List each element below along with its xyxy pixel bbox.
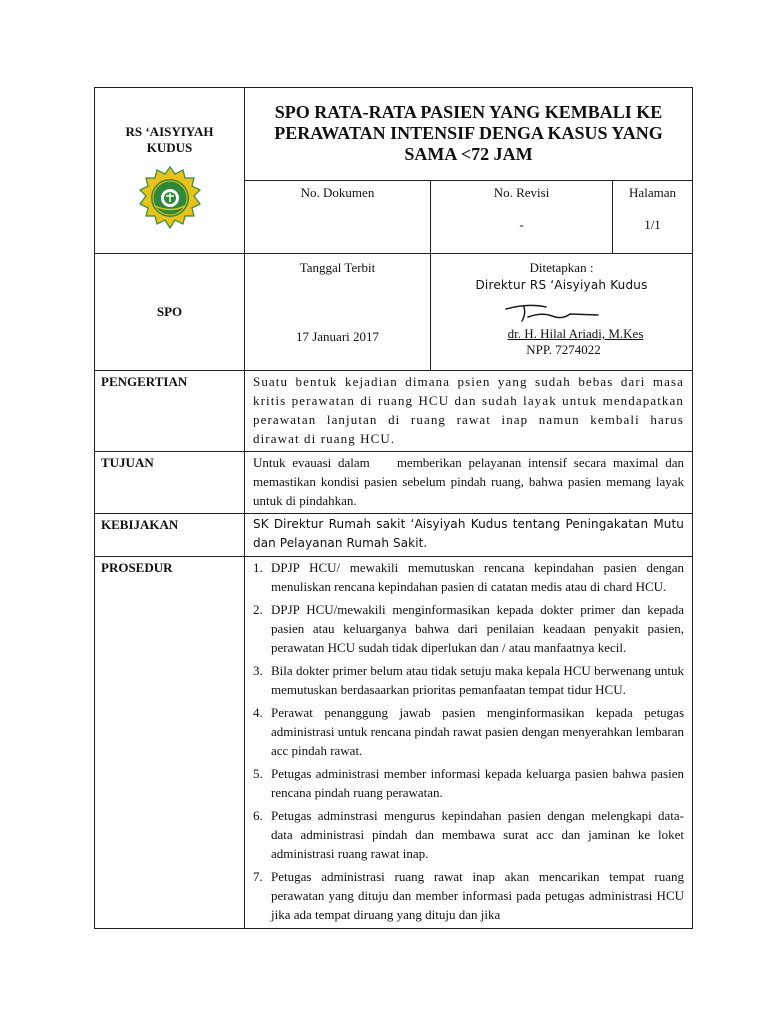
list-item <box>253 867 684 924</box>
step-number: 4. <box>253 705 263 720</box>
step-text: Bila dokter primer belum atau tidak setuju maka kepala HCU berwenang untuk memutuskan berdasaarkan prioritas pemanfaatan tempat tidur HCU. <box>271 663 685 697</box>
step-number: 2. <box>253 602 263 617</box>
pengertian-label: PENGERTIAN <box>95 371 245 452</box>
list-item <box>253 703 684 760</box>
step-text: Perawat penanggung jawab pasien menginformasikan kepada petugas administrasi untuk rencana pindah rawat pasien dengan menyerahkan lembaran acc pindah rawat. <box>271 705 685 758</box>
signature-icon <box>502 300 622 326</box>
list-item <box>253 600 684 657</box>
spo-label: SPO <box>95 254 245 371</box>
revision-label: No. Revisi <box>493 185 550 200</box>
approver-npp: NPP. 7274022 <box>526 342 601 357</box>
doc-number-cell <box>245 181 431 254</box>
approver-name: dr. H. Hilal Ariadi, M.Kes <box>507 326 644 341</box>
pengertian-text: Suatu bentuk kejadian dimana psien yang sudah bebas dari masa kritis perawatan di ruang HCU dan sudah layak untuk mendapatkan perawatan lanjutan di ruang rawat inap namun kembali harus dirawat di ruang HCU. <box>245 371 693 452</box>
list-item <box>253 661 684 699</box>
prosedur-cell <box>245 557 693 929</box>
page-value: 1/1 <box>644 217 661 232</box>
step-number: 7. <box>253 869 263 884</box>
step-number: 3. <box>253 663 263 678</box>
step-text: DPJP HCU/mewakili menginformasikan kepada dokter primer dan kepada pasien atau keluarganya bahwa dari penilaian keadaan penyakit pasien, perawatan HCU sudah tidak diperlukan dan / atau manfaatnya kecil. <box>271 602 685 655</box>
step-number: 5. <box>253 766 263 781</box>
issue-date-cell <box>245 254 431 371</box>
step-text: DPJP HCU/ mewakili memutuskan rencana kepindahan pasien dengan menuliskan rencana kepindahan pasien di catatan medis atau di chard HCU. <box>271 560 685 594</box>
kebijakan-label: KEBIJAKAN <box>95 514 245 557</box>
step-text: Petugas administrasi ruang rawat inap akan mencarikan tempat ruang perawatan yang dituju dan member informasi pada petugas administrasi HCU jika ada tempat diruang yang dituju dan jika <box>271 869 685 922</box>
hospital-logo-icon <box>129 166 211 230</box>
approval-role: Direktur RS ‘Aisyiyah Kudus <box>475 278 648 292</box>
issue-date-label: Tanggal Terbit <box>299 260 376 275</box>
revision-value: - <box>519 217 524 232</box>
tujuan-label: TUJUAN <box>95 452 245 514</box>
approval-label: Ditetapkan : <box>529 260 594 275</box>
page-label: Halaman <box>629 185 676 200</box>
doc-number-label: No. Dokumen <box>300 185 375 200</box>
document-title: SPO RATA-RATA PASIEN YANG KEMBALI KE PERAWATAN INTENSIF DENGA KASUS YANG SAMA <72 JAM <box>245 88 693 181</box>
tujuan-text: Untuk evauasi dalam memberikan pelayanan intensif secara maximal dan memastikan kondisi pasien sebelum pindah ruang, bahwa pasien memang layak untuk di pindahkan. <box>245 452 693 514</box>
prosedur-label: PROSEDUR <box>95 557 245 929</box>
kebijakan-text: SK Direktur Rumah sakit ‘Aisyiyah Kudus tentang Peningakatan Mutu dan Pelayanan Rumah Sakit. <box>245 514 693 557</box>
list-item <box>253 558 684 596</box>
approval-cell <box>431 254 693 371</box>
step-number: 6. <box>253 808 263 823</box>
issue-date-value: 17 Januari 2017 <box>295 329 380 344</box>
step-text: Petugas administrasi member informasi kepada keluarga pasien bahwa pasien rencana pindah ruang perawatan. <box>271 766 685 800</box>
list-item <box>253 764 684 802</box>
page-cell <box>613 181 693 254</box>
list-item <box>253 806 684 863</box>
spo-table <box>94 87 693 929</box>
hospital-name: RS ‘AISYIYAH KUDUS <box>125 124 214 155</box>
step-number: 1. <box>253 560 263 575</box>
revision-cell <box>431 181 613 254</box>
step-text: Petugas adminstrasi mengurus kepindahan pasien dengan melengkapi data-data administrasi pindah dan membawa surat acc dan jaminan ke loket administrasi ruang rawat inap. <box>271 808 685 861</box>
hospital-cell <box>95 88 245 254</box>
prosedur-steps <box>253 558 684 924</box>
